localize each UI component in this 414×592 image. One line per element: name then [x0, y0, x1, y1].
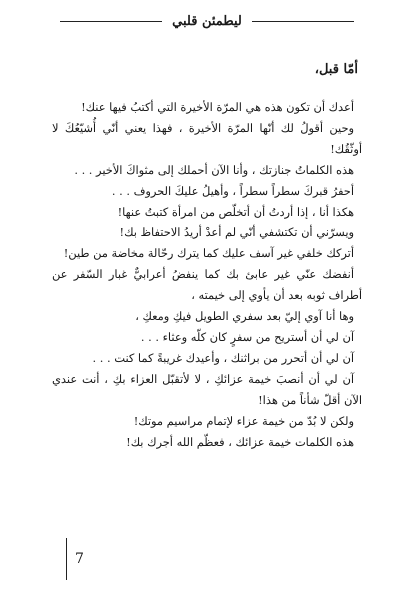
- header-rule-right: [252, 21, 354, 22]
- paragraph-3: هذه الكلماتُ جنازتك ، وأنا الآن أحملك إلى مثواكَ الأخير . . .: [74, 162, 354, 177]
- paragraph-4: أحفرُ قبركَ سطراً سطراً ، وأهيلُ عليكَ الحروف . . .: [111, 183, 354, 198]
- paragraph-6: ويسرّني أن تكتشفي أنّي لم أعدْ أريدُ الاحتفاظ بك!: [119, 225, 354, 240]
- page-number: 7: [75, 551, 84, 567]
- paragraph-11: آن لي أن أتحرر من براثنك ، وأعيدك غريبةً كما كنت . . .: [92, 350, 354, 365]
- paragraph-2: وحين أقولُ لك أنّها المرّة الأخيرة ، فهذا يعني أنّي أُشيّعُكَ لا أوثّقُك!: [52, 120, 362, 156]
- section-title: أمّا قبل،: [314, 62, 358, 77]
- paragraph-9: وها أنا آوي إليّ بعد سفري الطويل فيكِ ومعكِ ،: [135, 309, 354, 324]
- running-header: [60, 8, 354, 34]
- paragraph-10: آن لي أن أستريح من سفرٍ كان كلّه وعثاء . . .: [140, 329, 354, 344]
- header-rule-left: [60, 21, 162, 22]
- paragraph-8: أنفضك عنّي غير عابئ بك كما ينفضُ أعرابيٌّ غبار السّفر عن أطراف ثوبه بعد أن يأوي إلى خيمته ،: [52, 267, 362, 303]
- paragraph-7: أتركك خلفي غير آسف عليك كما يترك رحّالة مخاضة من طين!: [63, 246, 354, 261]
- paragraph-13: ولكن لا بُدّ من خيمة عزاء لإتمام مراسيم موتك!: [133, 413, 354, 428]
- paragraph-12: آن لي أن أنصبَ خيمة عزائكِ ، لا لأتقبّل العزاء بكِ ، أنت عندي الآن أقلّ شأناً من هذا!: [52, 371, 362, 407]
- book-title: ليطمئن قلبي: [172, 13, 242, 29]
- paragraph-5: هكذا أنا ، إذا أردتُ أن أتخلّص من امرأة كتبتُ عنها!: [117, 204, 354, 219]
- page-footer: [66, 538, 84, 580]
- paragraph-1: أعدك أن تكون هذه هي المرّة الأخيرة التي أكتبُ فيها عنك!: [81, 100, 354, 114]
- paragraph-14: هذه الكلمات خيمة عزائك ، فعظّم الله أجرك بك!: [126, 434, 354, 449]
- body-text: [52, 97, 362, 452]
